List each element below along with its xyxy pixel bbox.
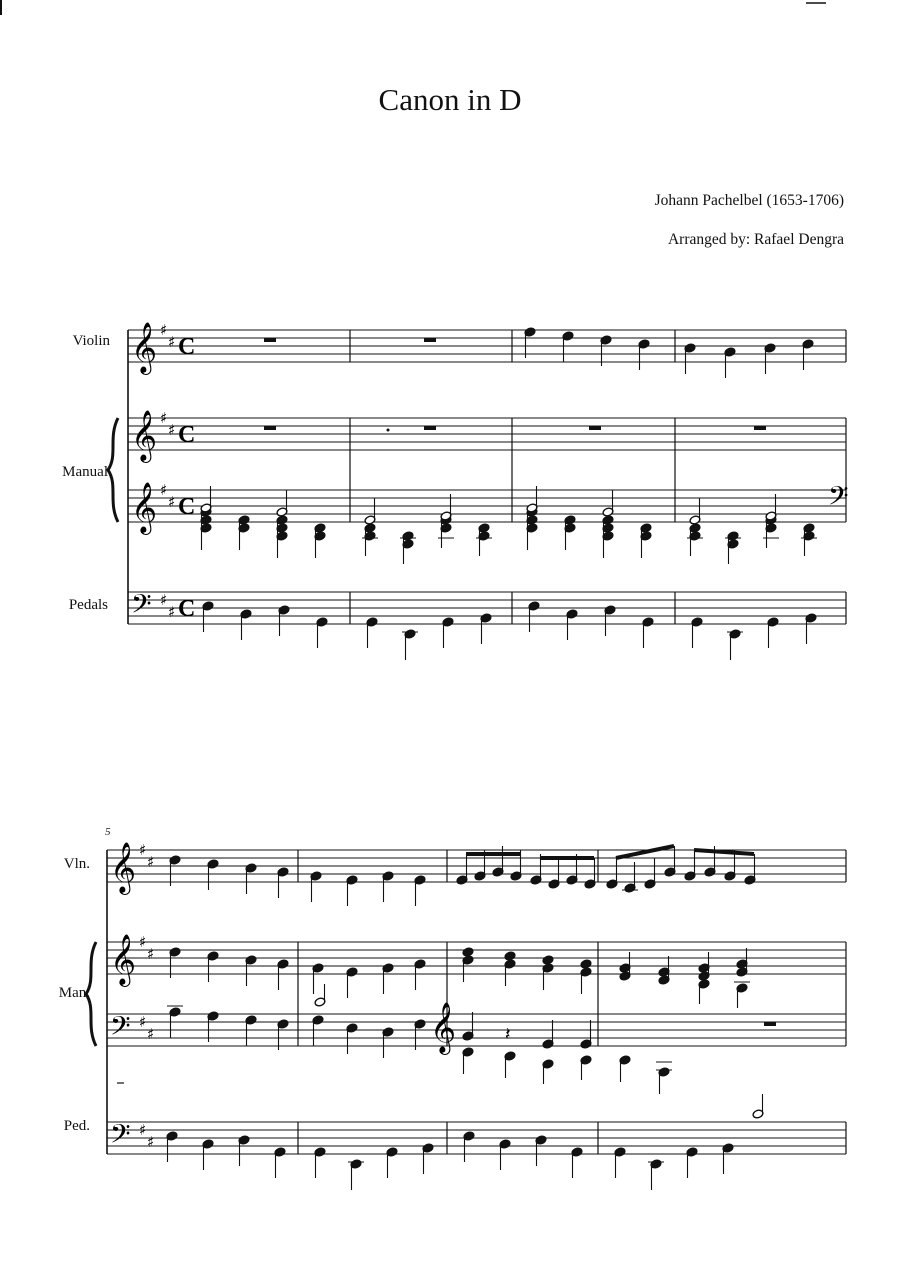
sharp-sign: ♯ [168, 603, 176, 621]
sharp-sign: ♯ [168, 333, 176, 351]
grand-staff-brace [108, 418, 118, 522]
manual-short-label: Man. [58, 985, 90, 1001]
sharp-sign: ♯ [160, 481, 168, 499]
sharp-sign: ♯ [160, 409, 168, 427]
whole-rest [589, 426, 601, 430]
grand-staff-brace [86, 942, 96, 1046]
violin-part-label: Violin [72, 333, 110, 349]
sharp-sign: ♯ [168, 493, 176, 511]
treble-clef: 𝄞 [110, 842, 137, 893]
staccato-dot [387, 429, 390, 432]
quarter-rest: 𝄽 [505, 1024, 511, 1045]
treble-clef: 𝄞 [131, 482, 158, 533]
treble-clef: 𝄞 [430, 1002, 457, 1053]
whole-rest [424, 426, 436, 430]
sharp-sign: ♯ [160, 591, 168, 609]
sharp-sign: ♯ [139, 933, 147, 951]
time-signature: C [178, 334, 196, 360]
whole-rest [264, 426, 276, 430]
beam [694, 850, 754, 854]
manual-part-label: Manual [62, 464, 108, 480]
composer-credit: Johann Pachelbel (1653-1706) [654, 192, 844, 209]
sharp-sign: ♯ [139, 1013, 147, 1031]
note-head [580, 959, 592, 969]
violin-short-label: Vln. [63, 856, 90, 872]
time-signature: C [178, 494, 196, 520]
beam [616, 846, 674, 858]
sharp-sign: ♯ [147, 1025, 155, 1043]
treble-clef: 𝄞 [131, 410, 158, 461]
note-head [462, 947, 474, 957]
arranger-credit: Arranged by: Rafael Dengra [667, 231, 844, 248]
sharp-sign: ♯ [168, 421, 176, 439]
bass-clef: 𝄢 [110, 1010, 131, 1048]
bass-clef: 𝄢 [110, 1118, 131, 1156]
time-signature: C [178, 422, 196, 448]
bass-clef: 𝄢 [828, 480, 849, 518]
pedals-short-label: Ped. [63, 1118, 90, 1134]
sharp-sign: ♯ [139, 1121, 147, 1139]
bass-clef: 𝄢 [131, 588, 152, 626]
sharp-sign: ♯ [147, 945, 155, 963]
sharp-sign: ♯ [147, 853, 155, 871]
sharp-sign: ♯ [160, 321, 168, 339]
measure-number: 5 [105, 826, 111, 838]
score-title: Canon in D [378, 82, 522, 117]
sharp-sign: ♯ [147, 1133, 155, 1151]
treble-clef: 𝄞 [110, 934, 137, 985]
note-head [542, 955, 554, 965]
whole-rest [424, 338, 436, 342]
whole-rest [264, 338, 276, 342]
note-head [504, 951, 516, 961]
treble-clef: 𝄞 [131, 322, 158, 373]
time-signature: C [178, 596, 196, 622]
whole-rest [754, 426, 766, 430]
pedals-part-label: Pedals [68, 597, 108, 613]
sharp-sign: ♯ [139, 841, 147, 859]
whole-rest [764, 1022, 776, 1026]
